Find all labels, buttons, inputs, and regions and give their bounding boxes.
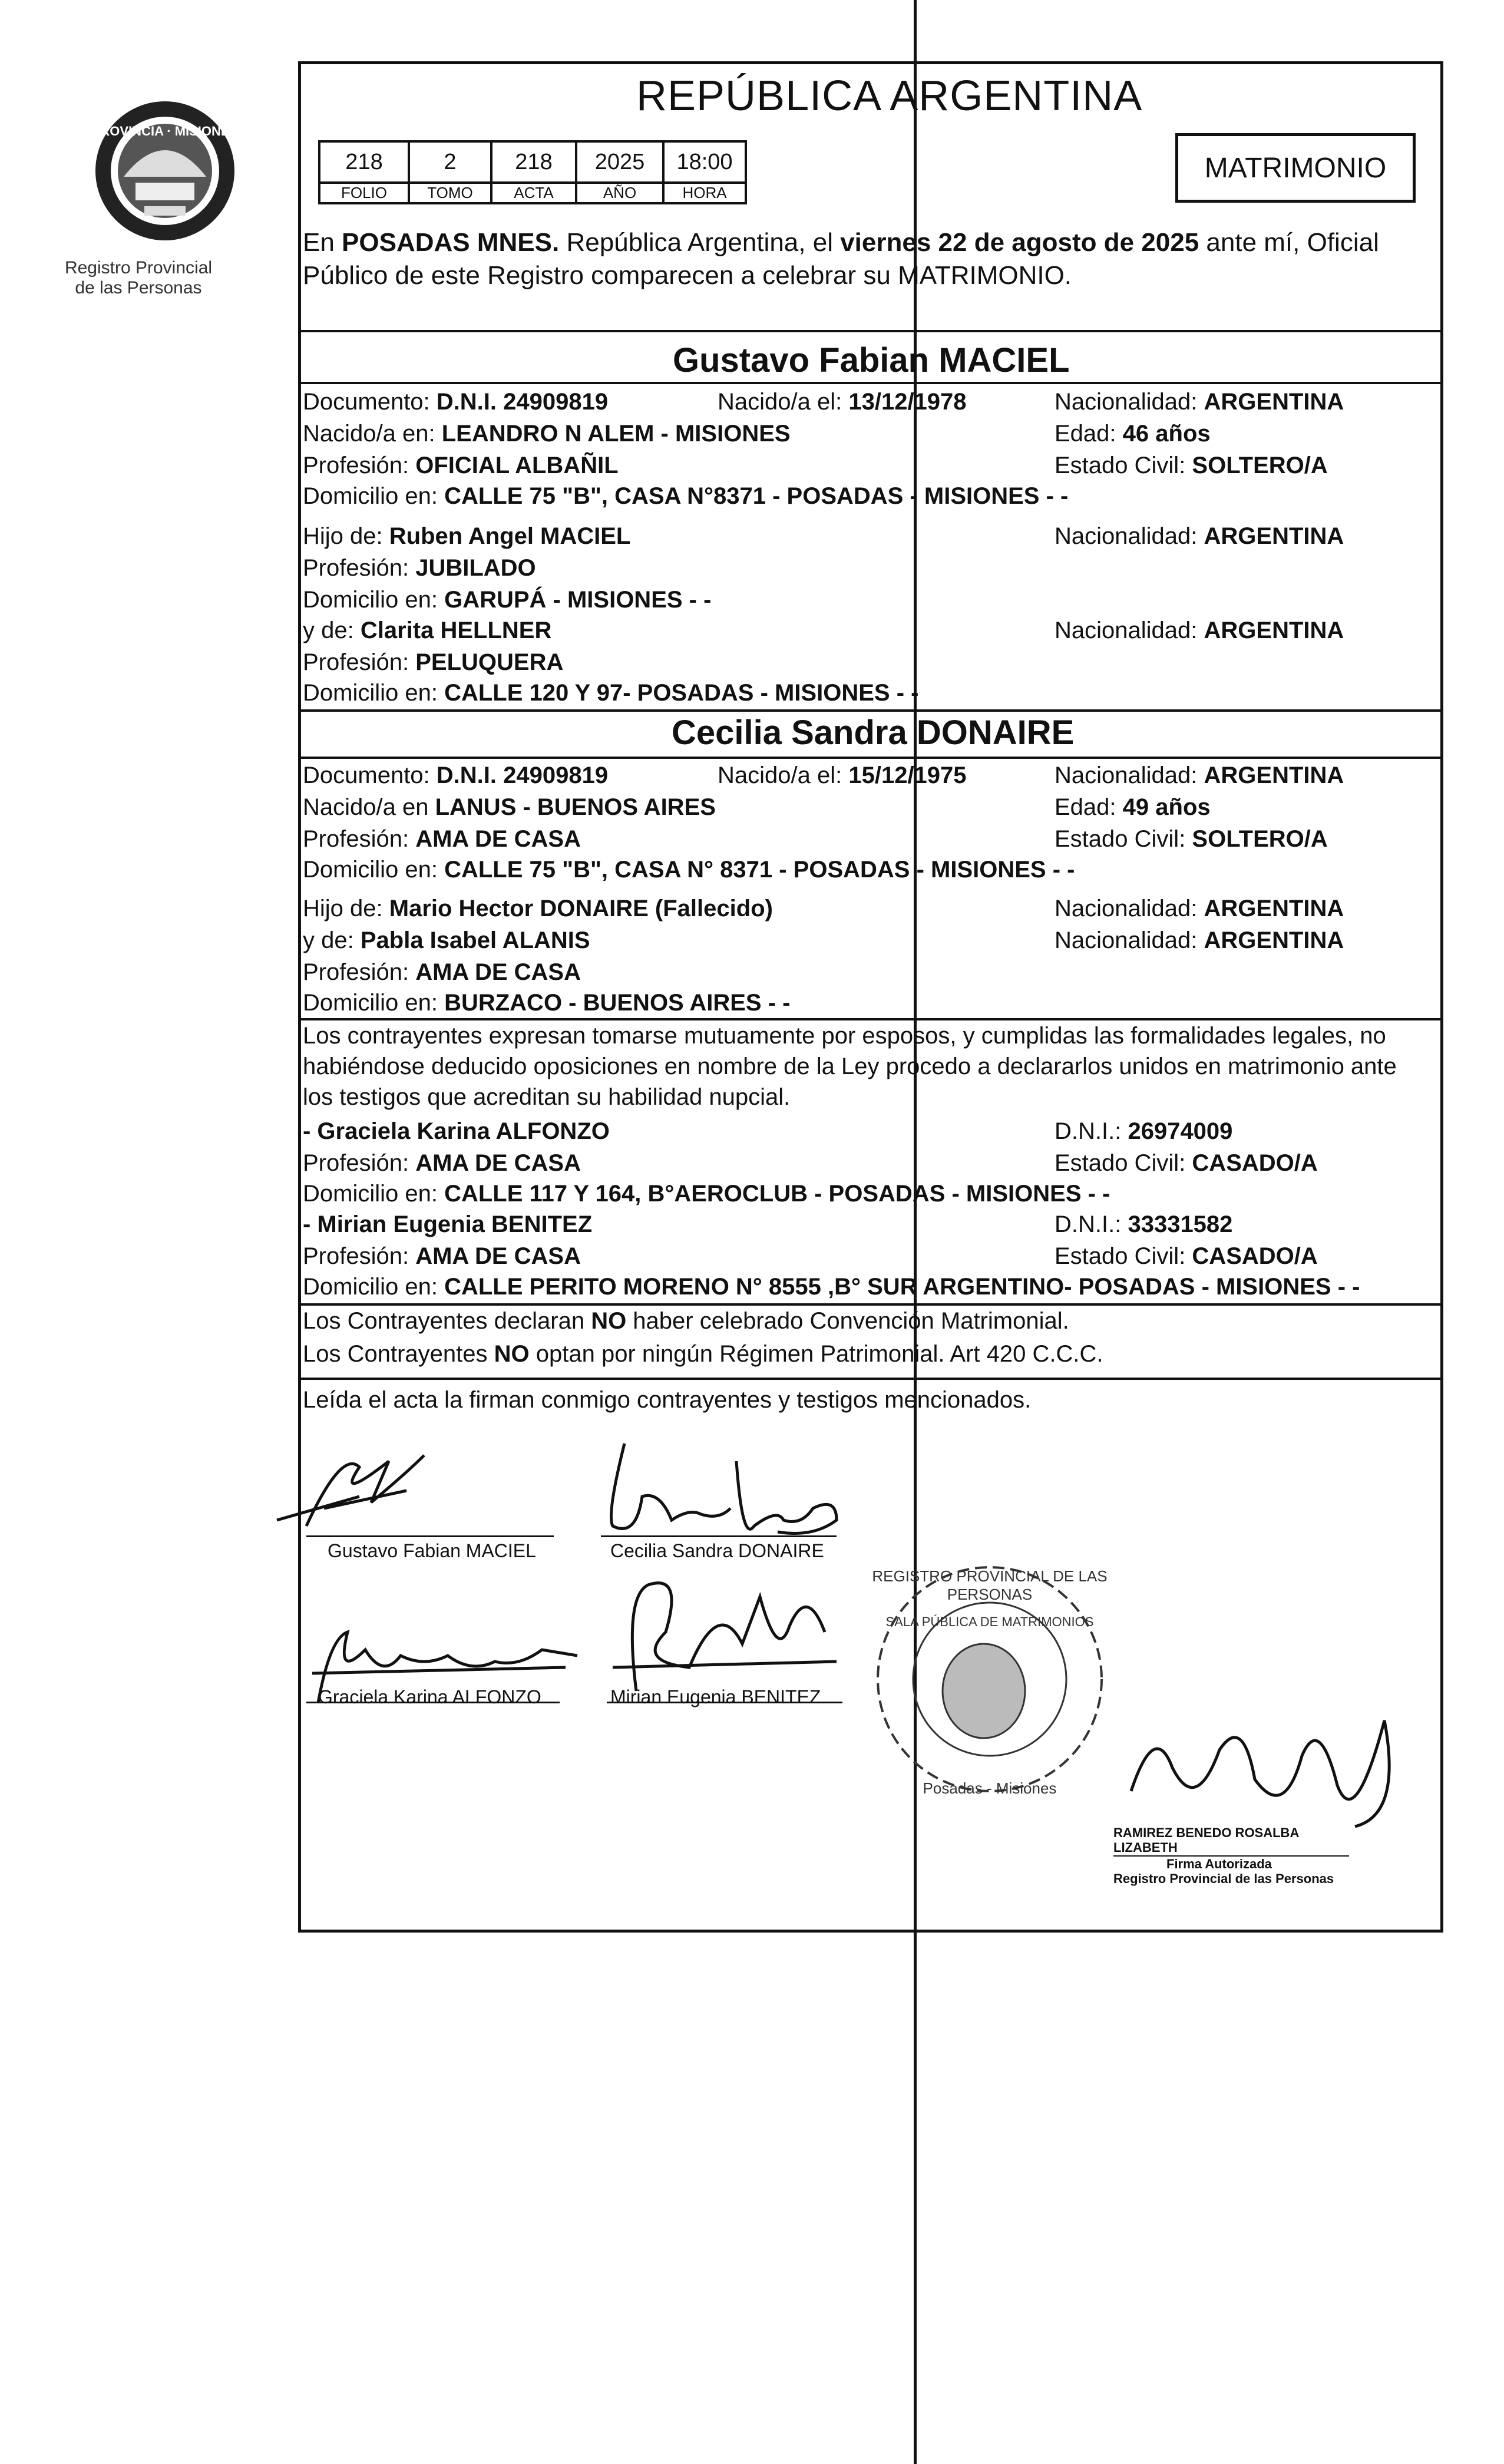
spouse-1-father: Hijo de: Ruben Angel MACIEL — [303, 523, 631, 549]
spouse-1-birthdate: Nacido/a el: 13/12/1978 — [718, 389, 967, 415]
declaration-line-2: habiéndose deducido oposiciones en nombre de la Ley procedo a declararlos unidos en matrimonio ante — [303, 1053, 1397, 1079]
spouse-2-mother-nationality: Nacionalidad: ARGENTINA — [1055, 927, 1344, 953]
signature-label-1: Gustavo Fabian MACIEL — [328, 1540, 536, 1561]
spouse-1-mother-address: Domicilio en: CALLE 120 Y 97- POSADAS - MISIONES - - — [303, 680, 919, 706]
divider — [298, 1378, 1443, 1380]
spouse-1-father-nationality: Nacionalidad: ARGENTINA — [1055, 523, 1344, 549]
divider — [298, 1018, 1443, 1020]
witness-2-dni: D.N.I.: 33331582 — [1055, 1211, 1233, 1237]
signature-cecilia — [589, 1438, 860, 1555]
hora-value: 18:00 — [663, 141, 746, 183]
spouse-1-nationality: Nacionalidad: ARGENTINA — [1055, 389, 1344, 415]
spouse-1-mother-profession: Profesión: PELUQUERA — [303, 649, 564, 675]
acta-value: 218 — [491, 141, 576, 183]
spouse-2-age: Edad: 49 años — [1055, 794, 1211, 820]
declaration-line-1: Los contrayentes expresan tomarse mutuamente por esposos, y cumplidas las formalidades legales, no — [303, 1023, 1386, 1049]
acta-label: ACTA — [491, 183, 576, 203]
spouse-1-father-profession: Profesión: JUBILADO — [303, 555, 536, 581]
witness-1-marital-status: Estado Civil: CASADO/A — [1055, 1150, 1318, 1176]
tomo-value: 2 — [409, 141, 491, 183]
spouse-1-mother: y de: Clarita HELLNER — [303, 617, 552, 643]
witness-2-name: - Mirian Eugenia BENITEZ — [303, 1211, 593, 1237]
spouse-1-address: Domicilio en: CALLE 75 "B", CASA N°8371 - POSADAS - MISIONES - - — [303, 483, 1069, 509]
declaration-line-3: los testigos que acreditan su habilidad nupcial. — [303, 1084, 791, 1110]
witness-2-address: Domicilio en: CALLE PERITO MORENO N° 8555 ,B° SUR ARGENTINO- POSADAS - MISIONES - - — [303, 1274, 1360, 1300]
intro-line-1: En POSADAS MNES. República Argentina, el viernes 22 de agosto de 2025 ante mí, Oficial — [303, 228, 1379, 257]
hora-label: HORA — [663, 183, 746, 203]
spouse-1-document: Documento: D.N.I. 24909819 — [303, 389, 609, 415]
spouse-1-marital-status: Estado Civil: SOLTERO/A — [1055, 452, 1328, 478]
regime-line-2: Los Contrayentes NO optan por ningún Régimen Patrimonial. Art 420 C.C.C. — [303, 1341, 1103, 1367]
acta-type-box: MATRIMONIO — [1175, 133, 1416, 203]
spouse-2-profession: Profesión: AMA DE CASA — [303, 826, 581, 852]
official-stamp: RAMIREZ BENEDO ROSALBA LIZABETH Firma Autorizada Registro Provincial de las Personas — [1113, 1825, 1349, 1886]
spouse-2-marital-status: Estado Civil: SOLTERO/A — [1055, 826, 1328, 852]
spouse-2-mother-profession: Profesión: AMA DE CASA — [303, 959, 581, 985]
spouse-1-mother-nationality: Nacionalidad: ARGENTINA — [1055, 617, 1344, 643]
witness-1-name: - Graciela Karina ALFONZO — [303, 1118, 610, 1144]
divider — [298, 330, 1443, 332]
witness-1-profession: Profesión: AMA DE CASA — [303, 1150, 581, 1176]
divider — [298, 1303, 1443, 1306]
signature-gustavo — [271, 1438, 448, 1538]
signature-mirian — [601, 1561, 848, 1697]
signature-line — [306, 1535, 554, 1537]
signature-line — [601, 1535, 837, 1537]
folio-label: FOLIO — [319, 183, 409, 203]
spouse-2-father: Hijo de: Mario Hector DONAIRE (Fallecido) — [303, 896, 773, 921]
intro-line-2: Público de este Registro comparecen a celebrar su MATRIMONIO. — [303, 261, 1072, 290]
signature-label-2: Cecilia Sandra DONAIRE — [610, 1540, 824, 1561]
tomo-label: TOMO — [409, 183, 491, 203]
closing-text: Leída el acta la firman conmigo contrayentes y testigos mencionados. — [303, 1387, 1032, 1413]
spouse-2-name: Cecilia Sandra DONAIRE — [672, 714, 1075, 752]
witness-2-profession: Profesión: AMA DE CASA — [303, 1243, 581, 1269]
logo-caption: Registro Provincial de las Personas — [64, 258, 213, 298]
witness-2-marital-status: Estado Civil: CASADO/A — [1055, 1243, 1318, 1269]
spouse-2-document: Documento: D.N.I. 24909819 — [303, 762, 609, 788]
divider — [298, 382, 1443, 384]
anio-label: AÑO — [576, 183, 663, 203]
witness-1-dni: D.N.I.: 26974009 — [1055, 1118, 1233, 1144]
page-title: REPÚBLICA ARGENTINA — [636, 72, 1143, 120]
spouse-2-birthdate: Nacido/a el: 15/12/1975 — [718, 762, 967, 788]
spouse-2-birthplace: Nacido/a en LANUS - BUENOS AIRES — [303, 794, 716, 820]
seal-ring-text: REGISTRO PROVINCIAL DE LAS PERSONAS — [872, 1567, 1108, 1603]
divider — [298, 709, 1443, 712]
regime-line-1: Los Contrayentes declaran NO haber celebrado Convención Matrimonial. — [303, 1308, 1069, 1334]
spouse-2-address: Domicilio en: CALLE 75 "B", CASA N° 8371 - POSADAS - MISIONES - - — [303, 857, 1075, 883]
spouse-1-age: Edad: 46 años — [1055, 421, 1211, 447]
spouse-1-profession: Profesión: OFICIAL ALBAÑIL — [303, 452, 619, 478]
spouse-2-nationality: Nacionalidad: ARGENTINA — [1055, 762, 1344, 788]
signature-label-3: Graciela Karina ALFONZO — [318, 1686, 541, 1707]
registry-logo — [88, 88, 242, 253]
spouse-1-name: Gustavo Fabian MACIEL — [673, 341, 1070, 379]
witness-1-address: Domicilio en: CALLE 117 Y 164, B°AEROCLUB - POSADAS - MISIONES - - — [303, 1181, 1110, 1207]
spouse-2-father-nationality: Nacionalidad: ARGENTINA — [1055, 896, 1344, 921]
divider — [298, 757, 1443, 759]
logo-ring-text: PROVINCIA · MISIONES — [91, 124, 239, 138]
spouse-2-mother: y de: Pabla Isabel ALANIS — [303, 927, 590, 953]
folio-value: 218 — [319, 141, 409, 183]
seal-inner-text: SALA PÚBLICA DE MATRIMONIOS — [885, 1614, 1094, 1629]
spouse-1-father-address: Domicilio en: GARUPÁ - MISIONES - - — [303, 587, 712, 613]
spouse-2-mother-address: Domicilio en: BURZACO - BUENOS AIRES - - — [303, 990, 791, 1016]
seal-city-text: Posadas - Misiones — [923, 1779, 1057, 1797]
signature-label-4: Mirian Eugenia BENITEZ — [610, 1686, 821, 1707]
acta-index-table — [318, 140, 747, 204]
anio-value: 2025 — [576, 141, 663, 183]
spouse-1-birthplace: Nacido/a en: LEANDRO N ALEM - MISIONES — [303, 421, 791, 447]
